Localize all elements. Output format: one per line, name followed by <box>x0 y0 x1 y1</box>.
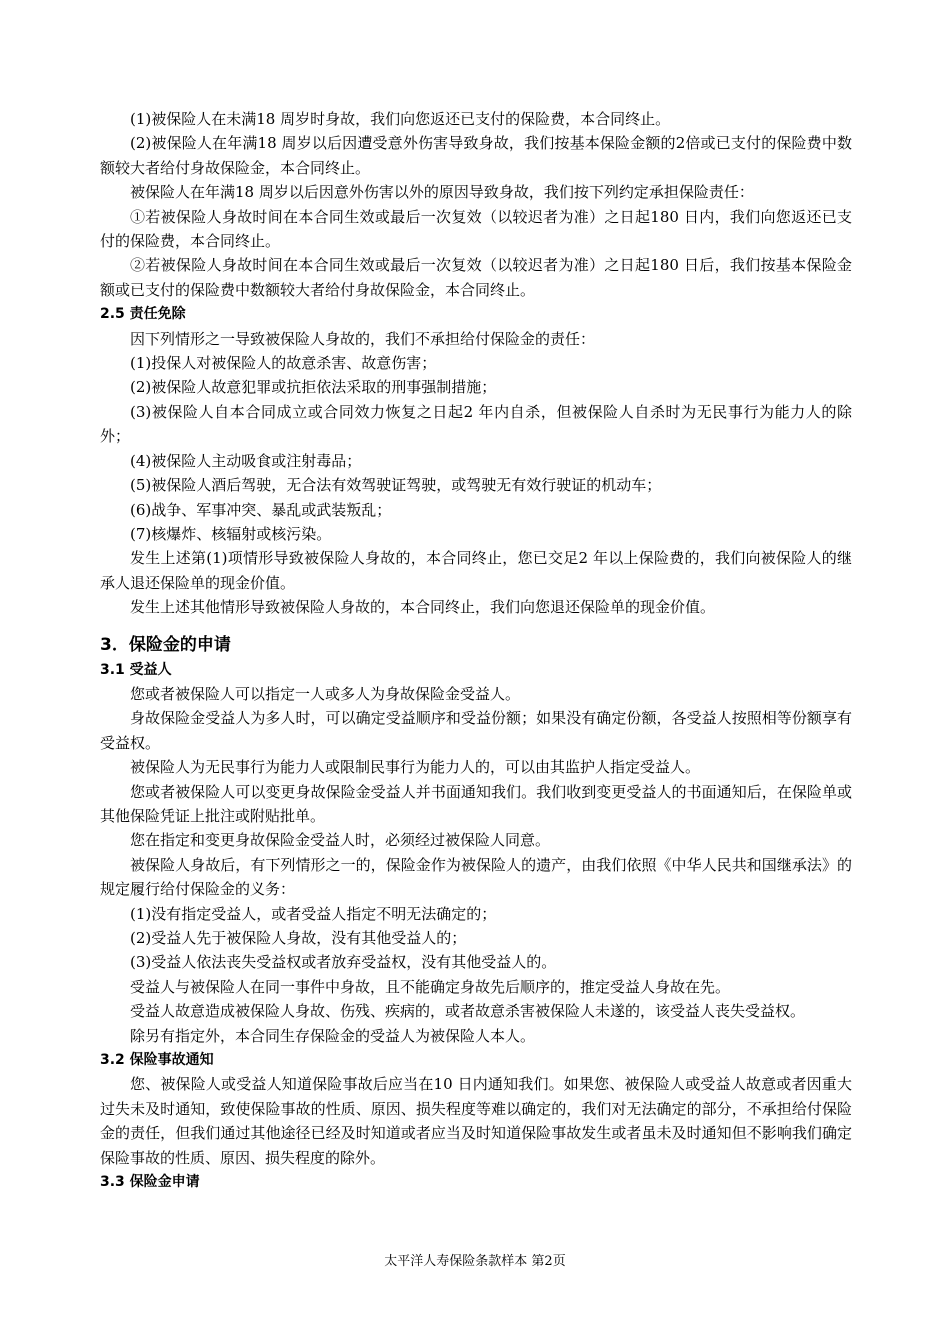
clause-3-1-item-2: (2)受益人先于被保险人身故，没有其他受益人的； <box>130 929 467 947</box>
clause-2-5-item-6: (6)战争、军事冲突、暴乱或武装叛乱； <box>130 500 392 519</box>
chapter-heading-3: 3．保险金的申请 <box>100 634 231 655</box>
clause-2-4-item-2: (2)被保险人在年满18 周岁以后因遭受意外伤害导致身故，我们按基本保险金额的2倍或已支付的保险费中数额较大者给付身故保险金，本合同终止。 <box>100 134 852 177</box>
clause-2-5-item-4: (4)被保险人主动吸食或注射毒品； <box>130 451 362 470</box>
clause-3-1-p6: 被保险人身故后，有下列情形之一的，保险金作为被保险人的遗产，由我们依照《中华人民共和国继承法》的规定履行给付保险金的义务： <box>100 855 852 899</box>
clause-2-4-sub-2: ②若被保险人身故时间在本合同生效或最后一次复效（以较迟者为准）之日起180 日后，我们按基本保险金额或已支付的保险费中数额较大者给付身故保险金，本合同终止。 <box>100 256 852 299</box>
section-heading-3-3: 3.3 保险金申请 <box>100 1174 200 1191</box>
clause-2-5-item-5: (5)被保险人酒后驾驶，无合法有效驾驶证驾驶，或驾驶无有效行驶证的机动车； <box>130 476 662 495</box>
clause-2-5-intro: 因下列情形之一导致被保险人身故的，我们不承担给付保险金的责任： <box>130 329 596 348</box>
clause-2-5-item-7: (7)核爆炸、核辐射或核污染。 <box>130 524 332 543</box>
clause-3-1-p1: 您或者被保险人可以指定一人或多人为身故保险金受益人。 <box>130 684 521 703</box>
clause-3-1-p4: 您或者被保险人可以变更身故保险金受益人并书面通知我们。我们收到变更受益人的书面通知后，在保险单或其他保险凭证上批注或附贴批单。 <box>100 782 852 825</box>
clause-2-4-sub-1: ①若被保险人身故时间在本合同生效或最后一次复效（以较迟者为准）之日起180 日内，我们向您返还已支付的保险费，本合同终止。 <box>100 207 852 251</box>
clause-3-1-p5: 您在指定和变更身故保险金受益人时，必须经过被保险人同意。 <box>130 831 551 850</box>
clause-2-4-paragraph: 被保险人在年满18 周岁以后因意外伤害以外的原因导致身故，我们按下列约定承担保险责任： <box>130 183 754 202</box>
clause-3-1-item-3: (3)受益人依法丧失受益权或者放弃受益权，没有其他受益人的。 <box>130 953 557 972</box>
clause-3-2-p1: 您、被保险人或受益人知道保险事故后应当在10 日内通知我们。如果您、被保险人或受益人故意或者因重大过失未及时通知，致使保险事故的性质、原因、损失程度等难以确定的，我们对无法确定的部分，不承担给付保险金的责任，但我们通过其他途径已经及时知道或者应当及时知道保险事故发生或者虽未及时通知但不影响我们确定保险事故的性质、原因、损失程度的除外。 <box>100 1075 852 1167</box>
clause-3-1-p2: 身故保险金受益人为多人时，可以确定受益顺序和受益份额；如果没有确定份额，各受益人按照相等份额享有受益权。 <box>100 709 852 752</box>
clause-2-4-item-1: (1)被保险人在未满18 周岁时身故，我们向您返还已支付的保险费，本合同终止。 <box>130 110 671 128</box>
clause-3-1-p3: 被保险人为无民事行为能力人或限制民事行为能力人的，可以由其监护人指定受益人。 <box>130 758 701 777</box>
clause-3-1-p7: 受益人与被保险人在同一事件中身故，且不能确定身故先后顺序的，推定受益人身故在先。 <box>130 977 731 996</box>
page-footer: 太平洋人寿保险条款样本 第2页 <box>384 1254 566 1269</box>
clause-3-1-p9: 除另有指定外，本合同生存保险金的受益人为被保险人本人。 <box>130 1026 536 1045</box>
clause-2-5-note-2: 发生上述其他情形导致被保险人身故的，本合同终止，我们向您退还保险单的现金价值。 <box>130 598 716 617</box>
clause-2-5-item-3: (3)被保险人自本合同成立或合同效力恢复之日起2 年内自杀，但被保险人自杀时为无民事行为能力人的除外； <box>100 402 852 446</box>
clause-2-5-item-1: (1)投保人对被保险人的故意杀害、故意伤害； <box>130 354 437 373</box>
clause-2-5-note-1: 发生上述第(1)项情形导致被保险人身故的，本合同终止，您已交足2 年以上保险费的，我们向被保险人的继承人退还保险单的现金价值。 <box>100 549 852 592</box>
clause-3-1-item-1: (1)没有指定受益人，或者受益人指定不明无法确定的； <box>130 904 497 923</box>
section-heading-3-1: 3.1 受益人 <box>100 661 172 678</box>
clause-3-1-p8: 受益人故意造成被保险人身故、伤残、疾病的，或者故意杀害被保险人未遂的，该受益人丧失受益权。 <box>130 1002 806 1021</box>
section-heading-3-2: 3.2 保险事故通知 <box>100 1052 214 1069</box>
clause-2-5-item-2: (2)被保险人故意犯罪或抗拒依法采取的刑事强制措施； <box>130 378 497 397</box>
document-body <box>100 107 852 1194</box>
section-heading-2-5: 2.5 责任免除 <box>100 306 186 323</box>
